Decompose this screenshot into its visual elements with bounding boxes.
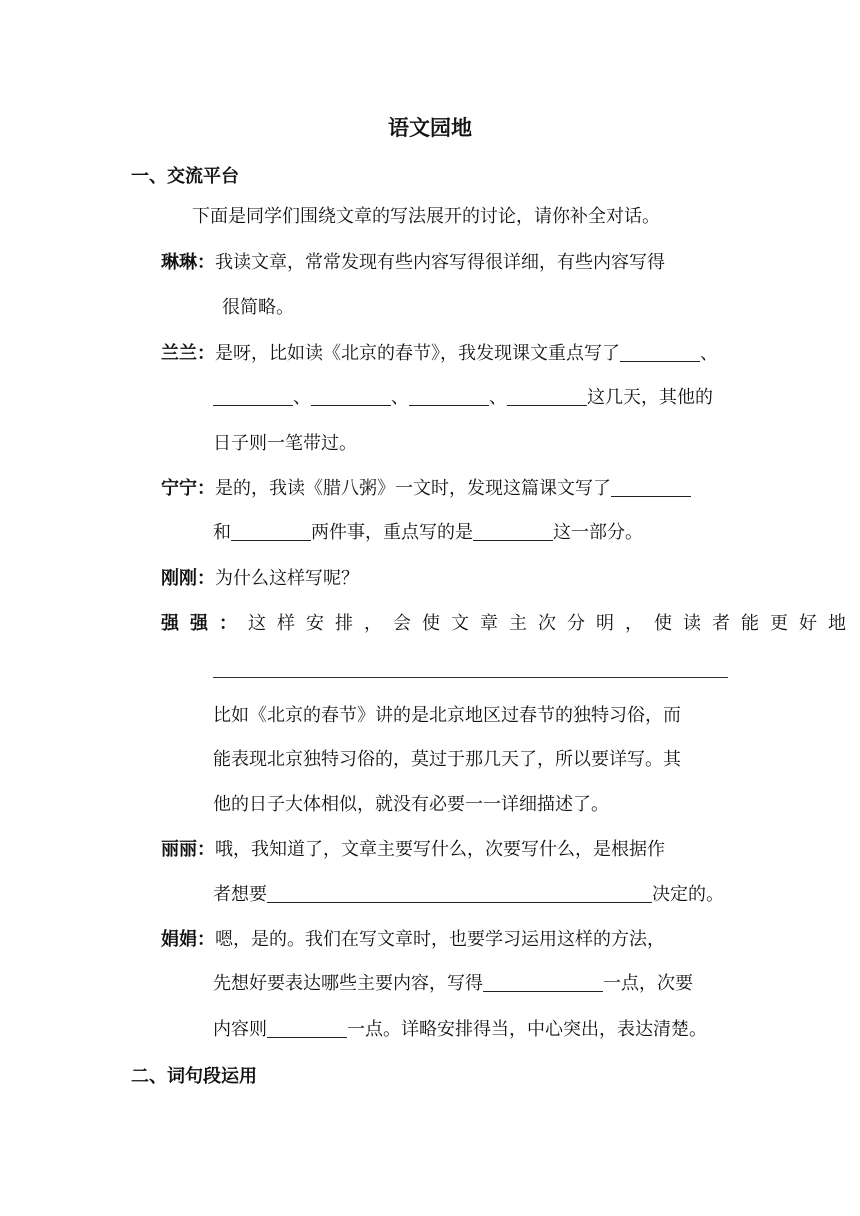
speaker-linlin: 琳琳： xyxy=(161,252,215,273)
separator: 、 xyxy=(391,387,409,408)
dialogue-ningning-line-2 xyxy=(213,521,643,545)
qiangqiang-text-4: 能表现北京独特习俗的，莫过于那几天了，所以要详写。其 xyxy=(213,749,681,770)
section-heading-usage: 二、词句段运用 xyxy=(131,1066,257,1087)
dialogue-qiangqiang-line-1 xyxy=(161,612,857,636)
ganggang-text-1: 为什么这样写呢？ xyxy=(215,568,359,589)
dialogue-juanjuan-line-3 xyxy=(213,1018,707,1042)
page-title: 语文园地 xyxy=(388,116,472,140)
juanjuan-text-3a: 内容则 xyxy=(213,1019,267,1040)
dialogue-juanjuan-line-2 xyxy=(213,972,693,996)
ningning-text-2c: 这一部分。 xyxy=(553,522,643,543)
speaker-juanjuan: 娟娟： xyxy=(161,929,215,950)
dialogue-ningning-line-1 xyxy=(161,477,691,501)
answer-blank[interactable] xyxy=(267,1019,347,1038)
ningning-text-1: 是的，我读《腊八粥》一文时，发现这篇课文写了 xyxy=(215,478,611,499)
separator: 、 xyxy=(489,387,507,408)
answer-blank[interactable] xyxy=(311,387,391,406)
juanjuan-text-2b: 一点，次要 xyxy=(603,973,693,994)
lili-text-2a: 者想要 xyxy=(213,884,267,905)
lili-text-1: 哦，我知道了，文章主要写什么，次要写什么，是根据作 xyxy=(215,839,665,860)
dialogue-lili-line-1 xyxy=(161,838,665,862)
speaker-lanlan: 兰兰： xyxy=(161,343,215,364)
qiangqiang-text-1: 这样安排，会使文章主次分明，使读者能更好地 xyxy=(248,613,857,634)
qiangqiang-text-3: 比如《北京的春节》讲的是北京地区过春节的独特习俗，而 xyxy=(213,705,681,726)
answer-blank[interactable] xyxy=(213,387,293,406)
separator: 、 xyxy=(700,343,718,364)
separator: 、 xyxy=(293,387,311,408)
dialogue-ganggang-line-1 xyxy=(161,567,359,591)
answer-blank[interactable] xyxy=(507,387,587,406)
lanlan-text-1: 是呀，比如读《北京的春节》，我发现课文重点写了 xyxy=(215,343,620,364)
juanjuan-text-1: 嗯，是的。我们在写文章时，也要学习运用这样的方法， xyxy=(215,929,665,950)
answer-blank[interactable] xyxy=(611,478,691,497)
lanlan-text-3: 日子则一笔带过。 xyxy=(213,433,357,454)
answer-blank[interactable] xyxy=(267,884,652,903)
speaker-ningning: 宁宁： xyxy=(161,478,215,499)
answer-line[interactable] xyxy=(213,677,728,678)
linlin-text-2: 很简略。 xyxy=(222,297,294,318)
dialogue-lanlan-line-2 xyxy=(213,386,713,410)
speaker-ganggang: 刚刚： xyxy=(161,568,215,589)
ningning-text-2b: 两件事，重点写的是 xyxy=(311,522,473,543)
ningning-text-2a: 和 xyxy=(213,522,231,543)
dialogue-lanlan-line-1 xyxy=(161,342,718,366)
lanlan-text-tail: 这几天，其他的 xyxy=(587,387,713,408)
lili-text-2b: 决定的。 xyxy=(652,884,724,905)
dialogue-linlin-line-1 xyxy=(161,251,665,275)
speaker-qiangqiang: 强强： xyxy=(161,613,248,634)
answer-blank[interactable] xyxy=(409,387,489,406)
dialogue-juanjuan-line-1 xyxy=(161,928,665,952)
answer-blank[interactable] xyxy=(473,522,553,541)
section-heading-exchange: 一、交流平台 xyxy=(131,166,239,187)
answer-blank[interactable] xyxy=(483,973,603,992)
dialogue-lili-line-2 xyxy=(213,883,724,907)
qiangqiang-text-5: 他的日子大体相似，就没有必要一一详细描述了。 xyxy=(213,794,609,815)
linlin-text-1: 我读文章，常常发现有些内容写得很详细，有些内容写得 xyxy=(215,252,665,273)
juanjuan-text-2a: 先想好要表达哪些主要内容，写得 xyxy=(213,973,483,994)
answer-blank[interactable] xyxy=(231,522,311,541)
speaker-lili: 丽丽： xyxy=(161,839,215,860)
answer-blank[interactable] xyxy=(620,343,700,362)
intro-text: 下面是同学们围绕文章的写法展开的讨论，请你补全对话。 xyxy=(192,206,660,227)
juanjuan-text-3b: 一点。详略安排得当，中心突出，表达清楚。 xyxy=(347,1019,707,1040)
